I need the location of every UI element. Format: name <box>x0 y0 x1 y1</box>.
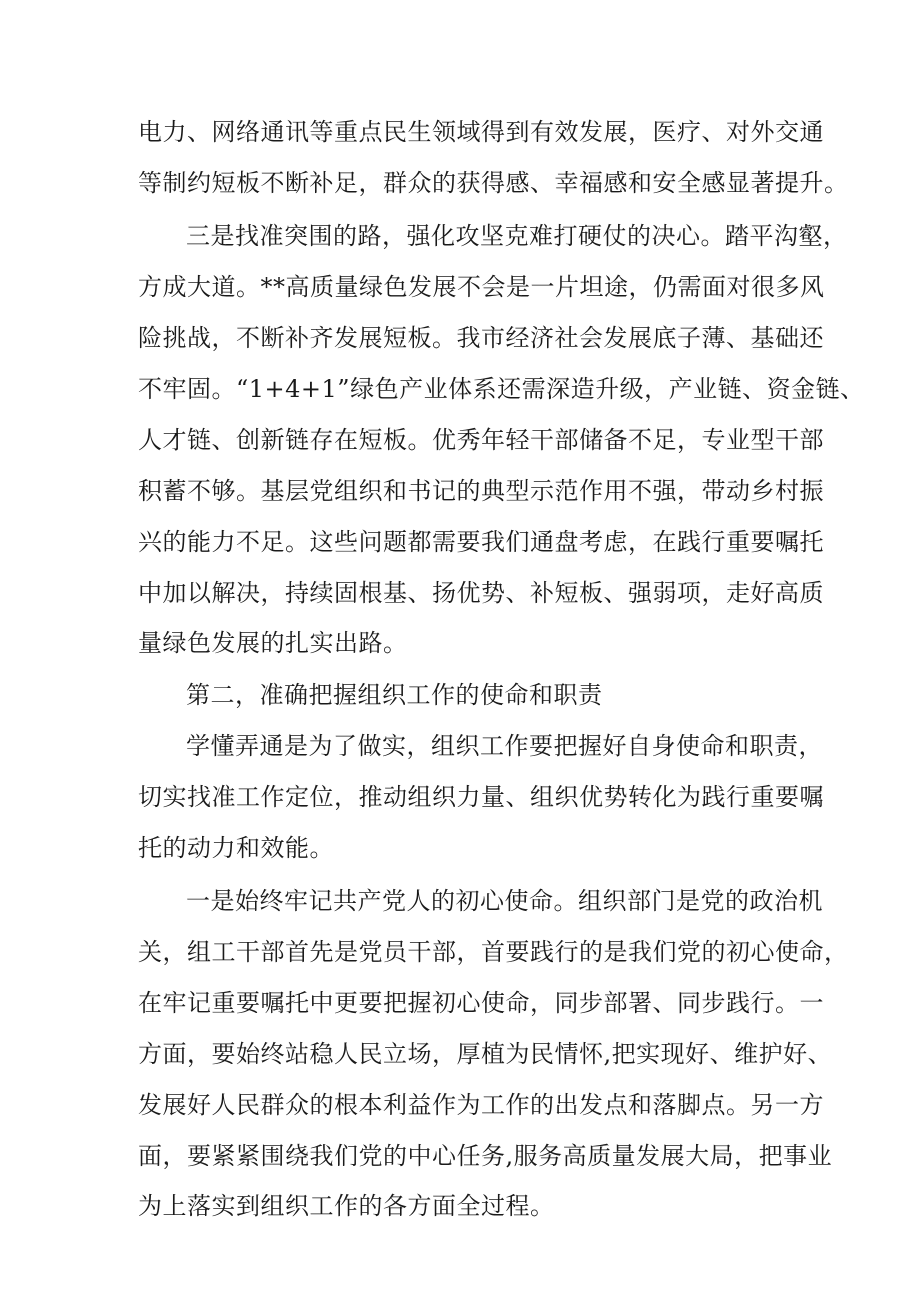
text-line: 方成大道。**高质量绿色发展不会是一片坦途，仍需面对很多风 <box>138 273 825 301</box>
section-heading: 第二，准确把握组织工作的使命和职责 <box>186 681 603 709</box>
text-line: 量绿色发展的扎实出路。 <box>138 629 408 657</box>
text-line: 险挑战，不断补齐发展短板。我市经济社会发展底子薄、基础还 <box>138 324 824 352</box>
text-line: 发展好人民群众的根本利益作为工作的出发点和落脚点。另一方 <box>138 1091 824 1119</box>
text-line: 一是始终牢记共产党人的初心使命。组织部门是党的政治机 <box>186 887 823 915</box>
text-line: 切实找准工作定位，推动组织力量、组织优势转化为践行重要嘱 <box>138 783 824 811</box>
text-line: 为上落实到组织工作的各方面全过程。 <box>138 1192 555 1220</box>
text-line: 积蓄不够。基层党组织和书记的典型示范作用不强，带动乡村振 <box>138 477 824 505</box>
text-line: 人才链、创新链存在短板。优秀年轻干部储备不足，专业型干部 <box>138 426 824 454</box>
text-line: 等制约短板不断补足，群众的获得感、幸福感和安全感显著提升。 <box>138 169 849 197</box>
text-line: 电力、网络通讯等重点民生领域得到有效发展，医疗、对外交通 <box>138 118 824 146</box>
text-line: 中加以解决，持续固根基、扬优势、补短板、强弱项，走好高质 <box>138 579 824 607</box>
text-line: 托的动力和效能。 <box>138 834 334 862</box>
text-line: 兴的能力不足。这些问题都需要我们通盘考虑，在践行重要嘱托 <box>138 528 824 556</box>
text-line: 关，组工干部首先是党员干部，首要践行的是我们党的初心使命， <box>138 938 849 966</box>
text-line: 不牢固。“1+4+1”绿色产业体系还需深造升级，产业链、资金链、 <box>138 375 865 403</box>
text-line: 方面，要始终站稳人民立场，厚植为民情怀,把实现好、维护好、 <box>138 1040 833 1068</box>
text-line: 三是找准突围的路，强化攻坚克难打硬仗的决心。踏平沟壑， <box>186 222 848 250</box>
text-line: 学懂弄通是为了做实，组织工作要把握好自身使命和职责， <box>186 732 823 760</box>
text-line: 在牢记重要嘱托中更要把握初心使命，同步部署、同步践行。一 <box>138 989 824 1017</box>
text-line: 面，要紧紧围绕我们党的中心任务,服务高质量发展大局，把事业 <box>138 1142 833 1170</box>
